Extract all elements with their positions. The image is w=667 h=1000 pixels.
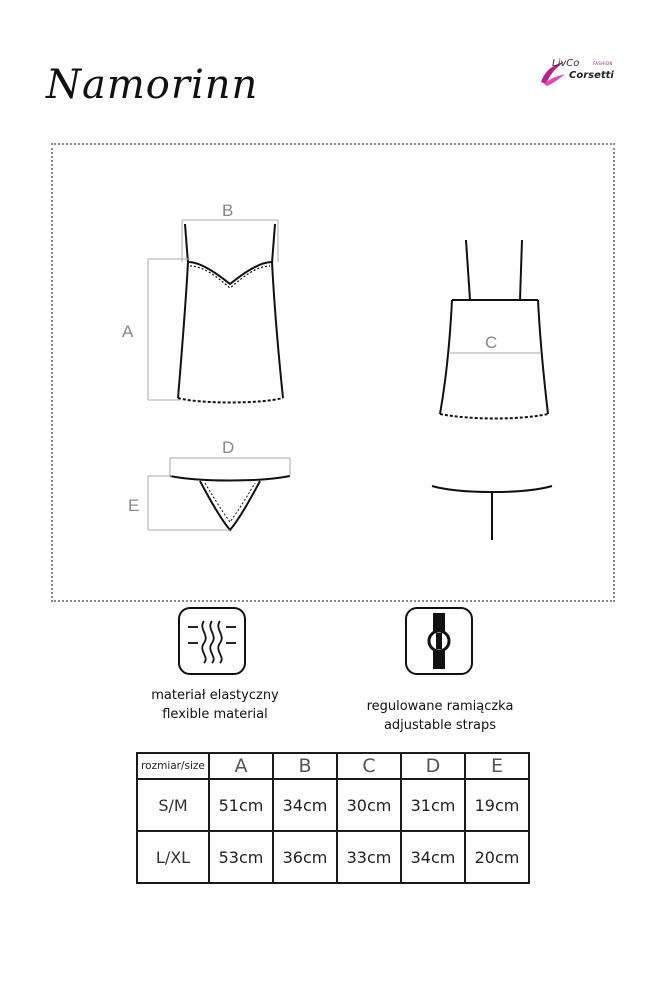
table-cell: 53cm <box>209 831 273 883</box>
table-cell: 19cm <box>465 779 529 831</box>
front-camisole <box>178 224 283 403</box>
size-name: L/XL <box>137 831 209 883</box>
table-cell: 34cm <box>273 779 337 831</box>
adjustable-straps-icon <box>405 607 473 675</box>
size-table-header <box>137 753 529 779</box>
table-cell: 34cm <box>401 831 465 883</box>
back-camisole <box>440 240 548 419</box>
column-header-a: A <box>209 753 273 779</box>
label-c: C <box>485 333 498 352</box>
table-cell: 51cm <box>209 779 273 831</box>
table-row <box>137 831 529 883</box>
brand-name-1: LivCo <box>552 58 580 69</box>
front-thong <box>170 476 290 530</box>
table-row <box>137 779 529 831</box>
label-e: E <box>128 496 140 515</box>
column-header-e: E <box>465 753 529 779</box>
feature-flexible-en: flexible material <box>162 707 268 722</box>
size-table <box>136 752 530 884</box>
column-header-c: C <box>337 753 401 779</box>
table-cell: 36cm <box>273 831 337 883</box>
column-header-d: D <box>401 753 465 779</box>
table-cell: 20cm <box>465 831 529 883</box>
label-d: D <box>222 438 235 457</box>
table-cell: 30cm <box>337 779 401 831</box>
brand-name-2: Corsetti <box>569 70 614 81</box>
feature-flexible-pl: materiał elastyczny <box>151 688 279 703</box>
table-cell: 33cm <box>337 831 401 883</box>
front-guides <box>148 220 278 400</box>
table-cell: 31cm <box>401 779 465 831</box>
feature-adjustable-straps <box>345 697 535 735</box>
product-title: Namorinn <box>46 62 259 108</box>
feature-straps-pl: regulowane ramiączka <box>366 699 514 714</box>
thong-guides <box>148 458 290 530</box>
brand-tag: FASHION <box>593 61 613 66</box>
feature-flexible-material <box>120 686 310 724</box>
back-thong <box>432 486 552 540</box>
size-header-label: rozmiar/size <box>137 753 209 779</box>
flexible-material-icon <box>178 607 246 675</box>
label-b: B <box>222 201 234 220</box>
column-header-b: B <box>273 753 337 779</box>
feature-straps-en: adjustable straps <box>383 718 497 733</box>
size-name: S/M <box>137 779 209 831</box>
label-a: A <box>122 322 134 341</box>
